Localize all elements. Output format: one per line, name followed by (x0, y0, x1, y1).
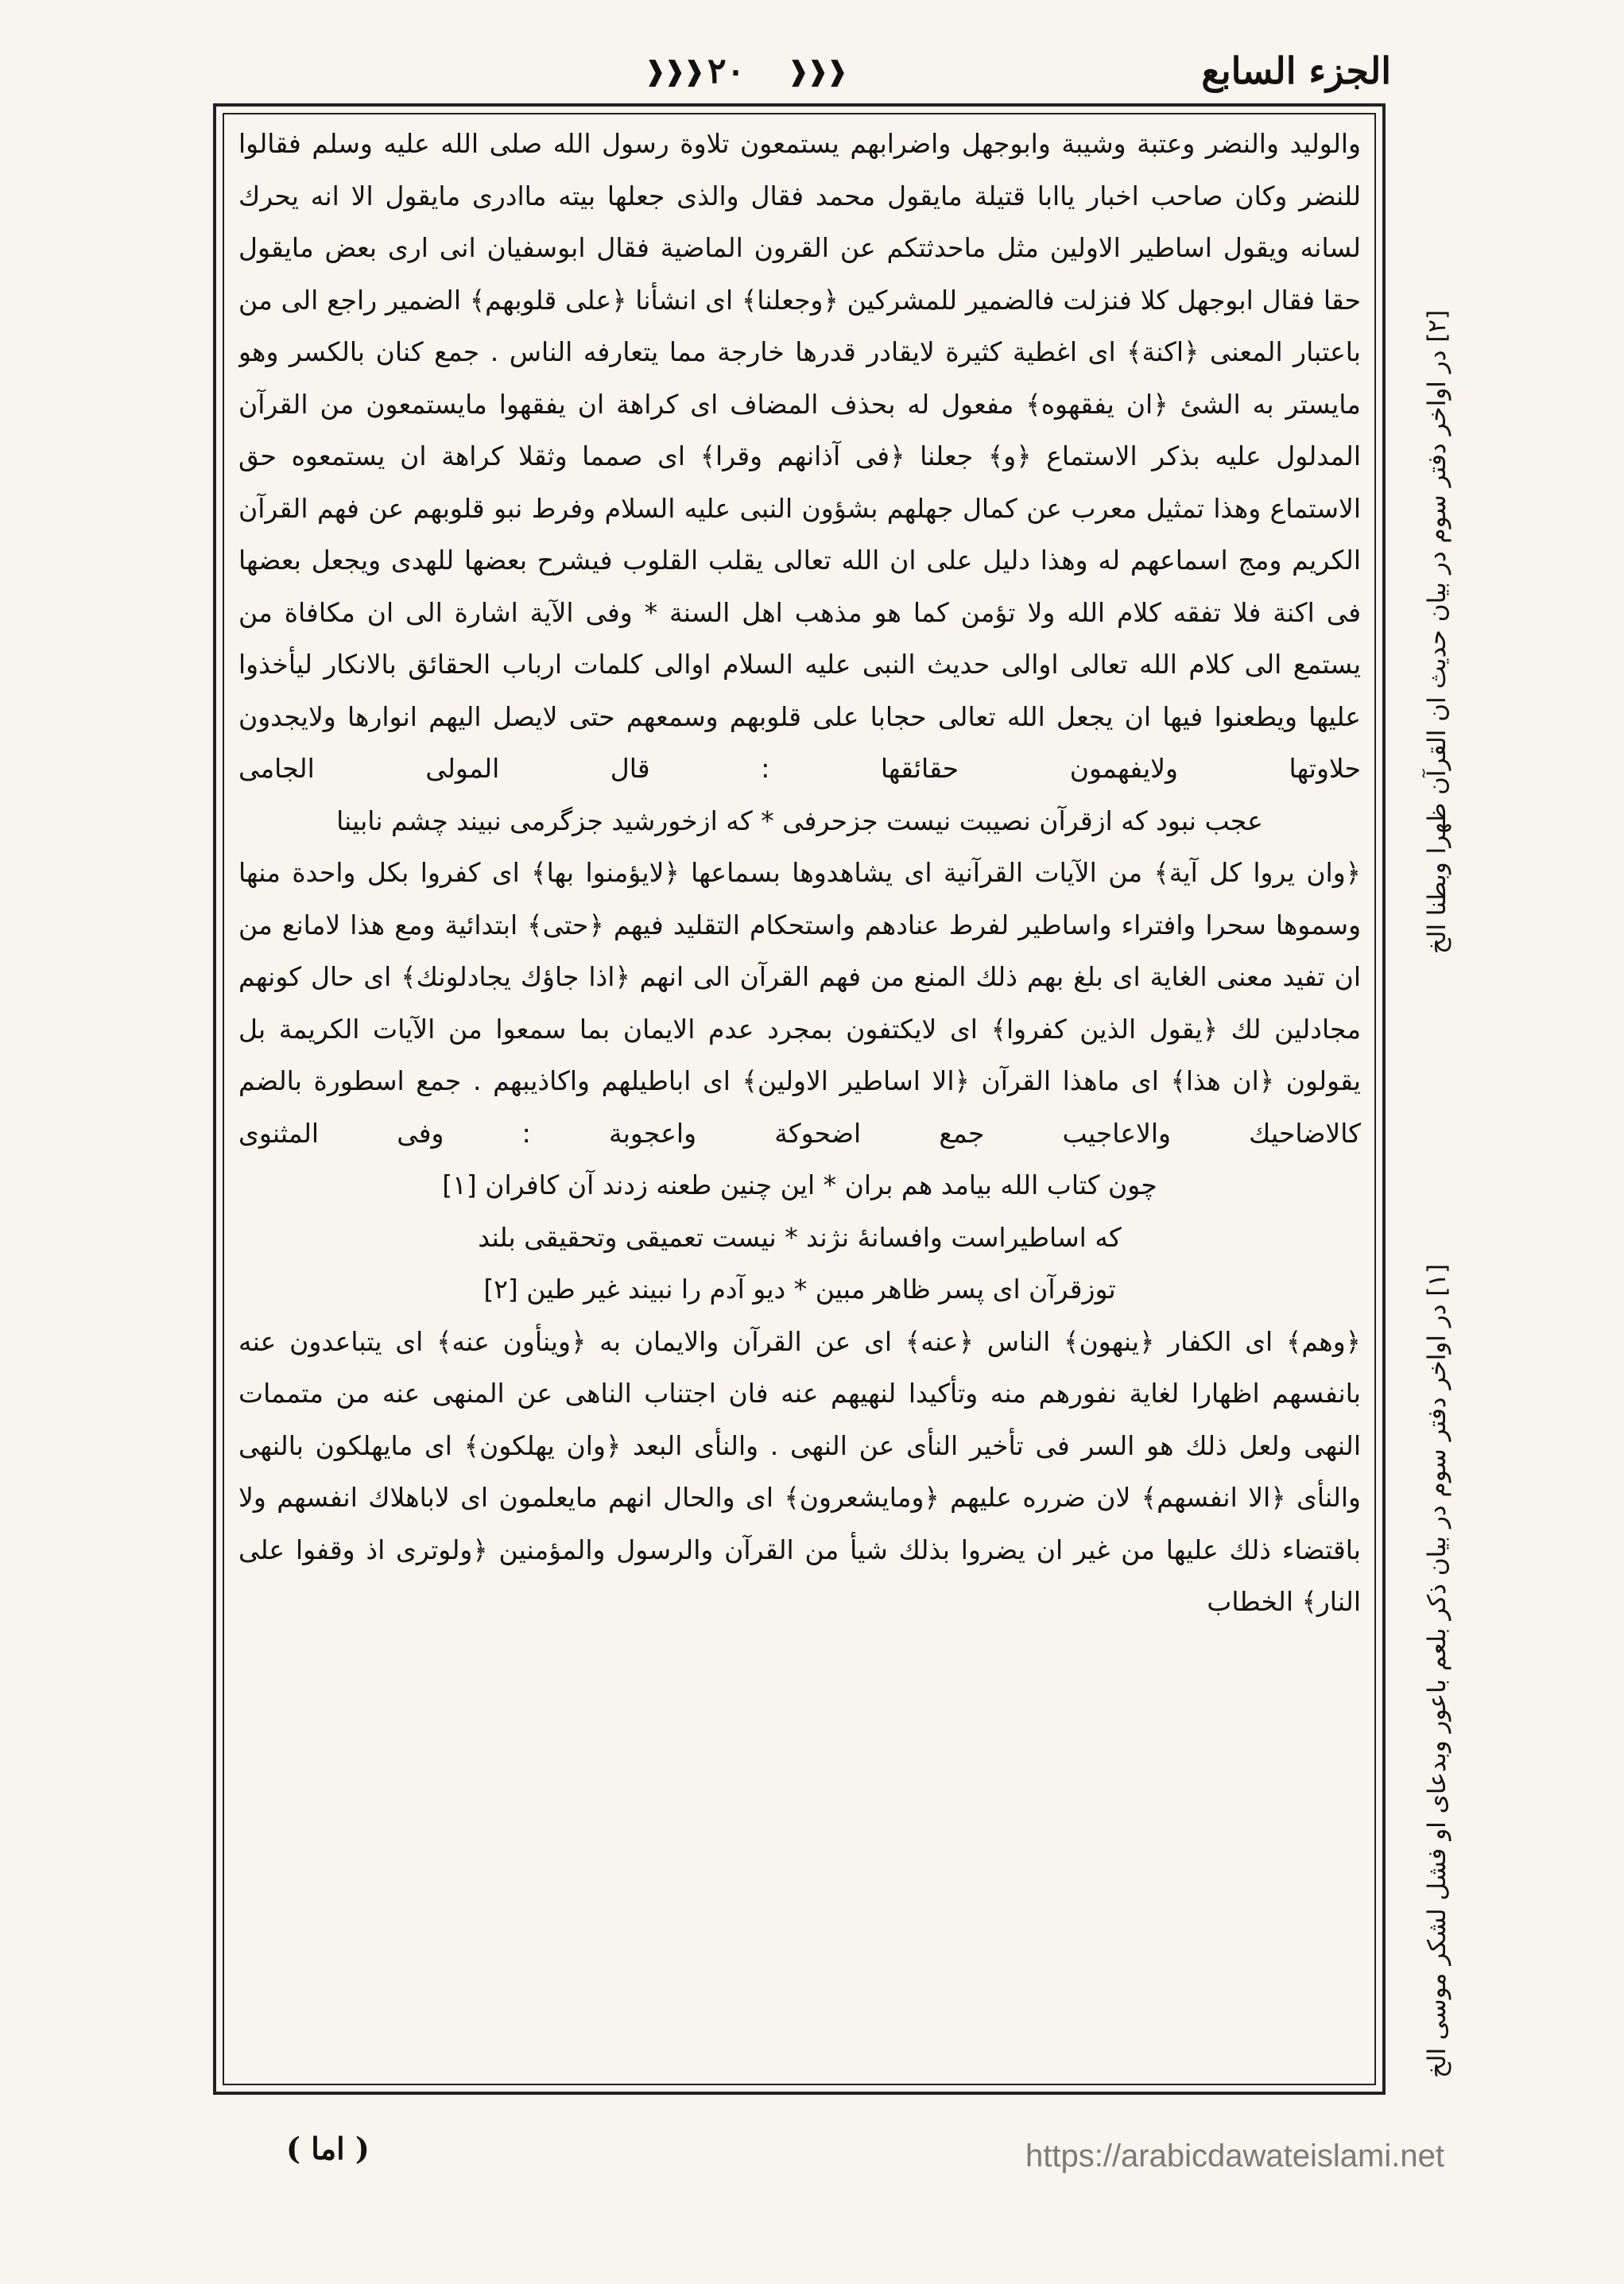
catchword: ( اما ) (286, 2131, 370, 2166)
page-number: ٢٠ (707, 51, 746, 91)
verse-line: چون كتاب الله بيامد هم بران * اين چنين طعنه زدند آن كافران [١] (442, 1169, 1157, 1200)
verse-line: عجب نبود كه ازقرآن نصيبت نيست جزحرفى * كه ازخورشيد جزگرمى نبيند چشم نابينا (336, 805, 1263, 836)
part-title: الجزء السابع (1201, 49, 1391, 92)
page-header (215, 49, 1391, 105)
verse-line: توزقرآن اى پسر ظاهر مبين * ديو آدم را نبيند غير طين [٢] (483, 1274, 1116, 1305)
paragraph: والوليد والنضر وعتبة وشيبة وابوجهل واضرابهم يستمعون تلاوة رسول الله صلى الله عليه وسلم فقالوا للنضر وكان صاحب اخبار ياابا قتيلة مايقول محمد فقال والذى جعلها بيته ماادرى مايقول الا انه يحرك لسانه ويقول اساطير الاولين مثل ماحدثتكم عن القرون الماضية فقال ابوسفيان انى ارى بعض مايقول حقا فقال ابوجهل كلا فنزلت فالضمير للمشركين ﴿وجعلنا﴾ اى انشأنا ﴿على قلوبهم﴾ الضمير راجع الى من باعتبار المعنى ﴿اكنة﴾ اى اغطية كثيرة لايقادر قدرها خارجة مما يتعارفه الناس . جمع كنان بالكسر وهو مايستر به الشئ ﴿ان يفقهوه﴾ مفعول له بحذف المضاف اى كراهة ان يفقهوا مايستمعون من القرآن المدلول عليه بذكر الاستماع ﴿و﴾ جعلنا ﴿فى آذانهم وقرا﴾ اى صمما وثقلا كراهة ان يستمعوه حق الاستماع وهذا تمثيل معرب عن كمال جهلهم بشؤون النبى عليه السلام وفرط نبو قلوبهم عن فهم القرآن الكريم ومج اسماعهم له وهذا دليل على ان الله تعالى يقلب القلوب فيشرح بعضها للهدى ويجعل بعضها فى اكنة فلا تفقه كلام الله ولا تؤمن كما هو مذهب اهل السنة * وفى الآية اشارة الى ان مكافاة من يستمع الى كلام الله تعالى اوالى حديث النبى عليه السلام اوالى كلمات ارباب الحقائق بالانكار ليأخذوا عليها ويطعنوا فيها ان يجعل الله تعالى حجابا على قلوبهم وسمعهم حتى لايصل اليهم انوارها ولايجدون حلاوتها ولايفهمون حقائقها : قال المولى الجامى (238, 128, 1361, 784)
source-url: https://arabicdawateislami.net (1025, 2139, 1444, 2173)
paragraph: ﴿وان يروا كل آية﴾ من الآيات القرآنية اى يشاهدوها بسماعها ﴿لايؤمنوا بها﴾ اى كفروا بكل واحدة منها وسموها سحرا وافتراء واساطير لفرط عنادهم واستحكام التقليد فيهم ﴿حتى﴾ ابتدائية ومع هذا لامانع من ان تفيد معنى الغاية اى بلغ بهم ذلك المنع من فهم القرآن الى انهم ﴿اذا جاؤك يجادلونك﴾ اى حال كونهم مجادلين لك ﴿يقول الذين كفروا﴾ اى لايكتفون بمجرد عدم الايمان بما سمعوا من الآيات الكريمة بل يقولون ﴿ان هذا﴾ اى ماهذا القرآن ﴿الا اساطير الاولين﴾ اى اباطيلهم واكاذيبهم . جمع اسطورة بالضم كالاضاحيك والاعاجيب جمع اضحوكة واعجوبة : وفى المثنوى (238, 857, 1361, 1149)
paragraph: ﴿وهم﴾ اى الكفار ﴿ينهون﴾ الناس ﴿عنه﴾ اى عن القرآن والايمان به ﴿وينأون عنه﴾ اى يتباعدون عنه بانفسهم اظهارا لغاية نفورهم منه وتأكيدا لنهيهم عنه فان اجتناب الناهى عن المنهى عنه من متممات النهى ولعل ذلك هو السر فى تأخير النأى عن النهى . والنأى البعد ﴿وان يهلكون﴾ اى مايهلكون بالنهى والنأى ﴿الا انفسهم﴾ لان ضرره عليهم ﴿ومايشعرون﴾ اى والحال انهم مايعلمون اى لاباهلاك انفسهم ولا باقتضاء ذلك عليها من غير ان يضروا بذلك شيأ من القرآن والرسول والمؤمنين ﴿ولوترى اذ وقفوا على النار﴾ الخطاب (238, 1325, 1361, 1617)
ornament-right: ❰❰❰ (787, 56, 846, 87)
margin-note: [٢] در اواخر دفتر سوم در بيان حديث ان القرآن ظهرا وبطنا الخ (1423, 310, 1452, 955)
margin-note: [١] در اواخر دفتر سوم در بيان ذكر بلعم باعور وبدعاى او فشل لشكر موسى الخ (1423, 1264, 1452, 2079)
main-text (238, 118, 1361, 2081)
verse-line: كه اساطيراست وافسانهٔ نژند * نيست تعميقى وتحقيقى بلند (478, 1221, 1122, 1253)
ornament-left: ❰❰❰ (644, 56, 703, 87)
